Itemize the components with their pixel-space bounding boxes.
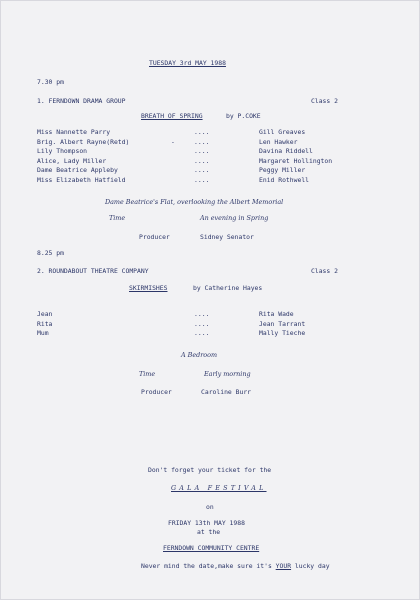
cast-row [37,330,52,340]
entry2-producer-label: Producer [141,388,172,396]
dots: .... [194,128,210,136]
entry2-cast-roles [37,311,52,340]
entry1-cast-dots [194,129,209,187]
stray-dash: - [171,138,175,146]
entry2-author: by Catherine Hayes [193,284,263,292]
entry1-producer-label: Producer [139,233,170,241]
entry2-play-title: SKIRMISHES [129,284,168,292]
role: Mum [37,329,49,338]
entry1-author: by P.COKE [226,112,261,120]
role: Miss Nannette Parry [37,128,111,136]
entry2-time-value: Early morning [204,370,251,378]
closing-text: Never mind the date,make sure it's [141,562,276,570]
entry2-class: Class 2 [311,267,338,275]
entry1-cast-actors [259,129,332,187]
role: Brig. Albert Rayne(Retd) [37,137,130,146]
role: Rita [37,319,53,328]
actor: Gill Greaves [259,128,306,136]
actor: Enid Rothwell [259,175,310,184]
gala-at-the: at the [197,528,221,536]
entry1-cast-roles [37,129,129,187]
actor: Len Hawker [259,137,298,146]
dots: .... [194,166,210,175]
entry1-producer-name: Sidney Senator [200,233,254,241]
dots: .... [194,137,210,146]
closing-text: lucky day [291,562,330,570]
gala-venue: FERNDOWN COMMUNITY CENTRE [163,544,260,552]
performance-date: TUESDAY 3rd MAY 1988 [149,59,226,67]
closing-emphasis: YOUR [275,562,292,570]
gala-date: FRIDAY 13th MAY 1988 [168,519,245,527]
dots: .... [194,310,210,318]
role: Jean [37,310,53,318]
actor: Davina Riddell [259,147,313,156]
dots: .... [194,156,210,165]
entry2-time: 8.25 pm [37,249,64,257]
actor: Rita Wade [259,310,294,318]
dots: .... [194,329,210,338]
dots: .... [194,175,210,184]
role: Alice, Lady Miller [37,156,107,165]
gala-reminder: Don't forget your ticket for the [148,466,272,474]
entry1-class: Class 2 [311,97,338,105]
entry2-group: 2. ROUNDABOUT THEATRE COMPANY [37,267,149,275]
cast-row [37,177,129,187]
entry2-producer-name: Caroline Burr [201,388,252,396]
entry2-cast-actors [259,311,305,340]
entry2-setting: A Bedroom [181,351,218,359]
entry2-cast-dots [194,311,209,340]
entry1-time-value: An evening in Spring [200,214,269,222]
actor: Peggy Miller [259,166,306,175]
actor: Jean Tarrant [259,319,306,328]
entry1-time-label: Time [109,214,126,222]
role: Lily Thompson [37,147,88,156]
entry1-group: 1. FERNDOWN DRAMA GROUP [37,97,126,105]
entry1-time: 7.30 pm [37,78,64,86]
actor: Margaret Hollington [259,156,333,165]
entry1-setting: Dame Beatrice's Flat, overlooking the Albert Memorial [105,198,284,206]
dots: .... [194,319,210,328]
gala-closing-line [141,563,330,569]
role: Miss Elizabeth Hatfield [37,175,126,184]
entry1-play-title: BREATH OF SPRING [141,112,203,120]
actor: Mally Tieche [259,329,306,338]
dots: .... [194,147,210,156]
entry2-time-label: Time [139,370,156,378]
role: Dame Beatrice Appleby [37,166,118,175]
gala-festival-title: GALA FESTIVAL [171,484,267,492]
gala-on: on [206,503,214,511]
